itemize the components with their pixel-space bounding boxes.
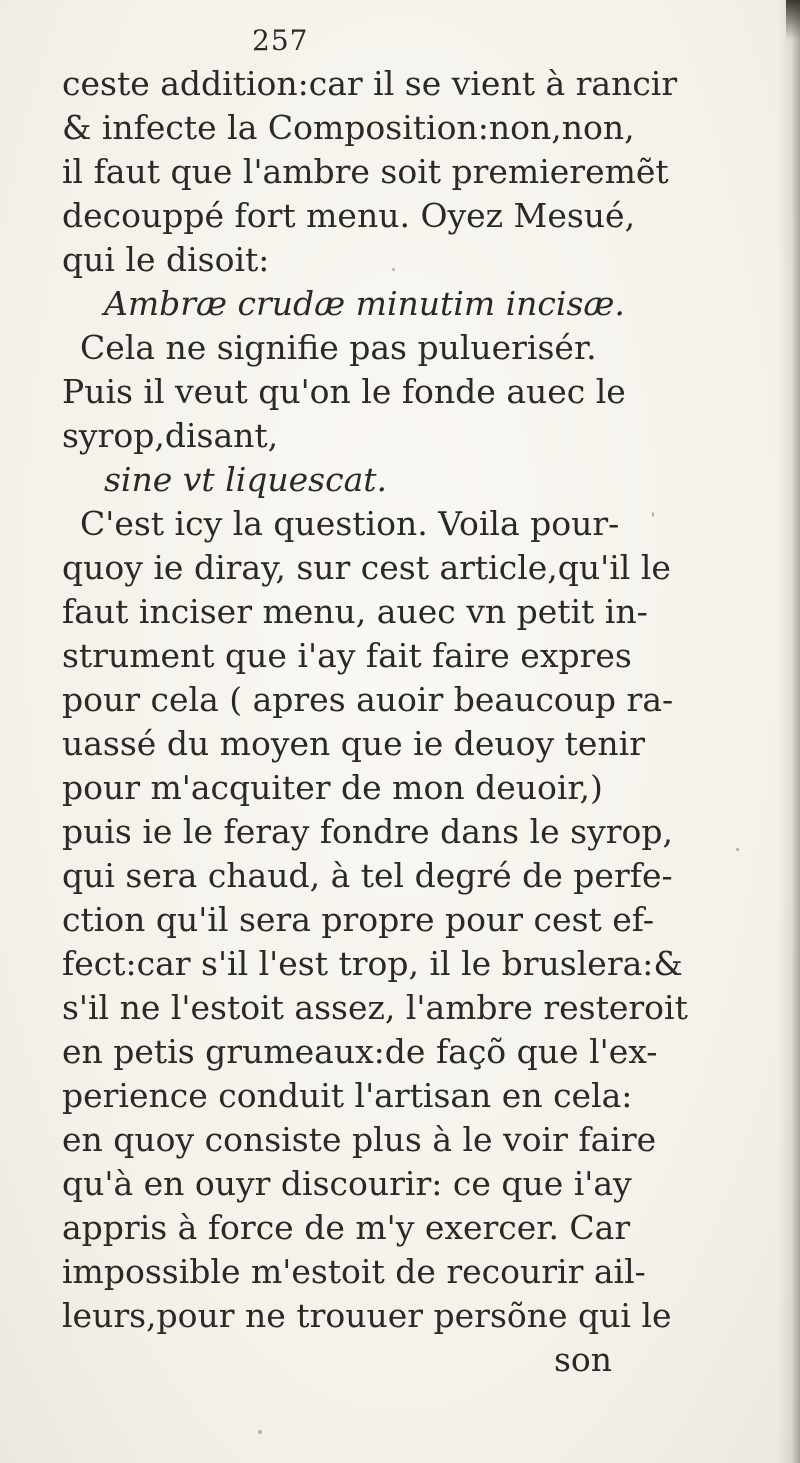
text-line: qui sera chaud, à tel degré de perfe- (62, 856, 673, 895)
text-line: Cela ne signifie pas puluerisér. (80, 328, 597, 367)
text-line: syrop,disant, (62, 416, 279, 455)
catchword: son (553, 1340, 612, 1379)
text-line: perience conduit l'artisan en cela: (62, 1076, 633, 1115)
text-line: decouppé fort menu. Oyez Mesué, (62, 196, 636, 235)
text-line: ceste addition:car il se vient à rancir (62, 64, 678, 103)
text-line: Ambræ crudæ minutim incisæ. (104, 284, 625, 323)
paper-speck (392, 268, 395, 271)
text-line: C'est icy la question. Voila pour- (80, 504, 620, 543)
text-line: ction qu'il sera propre pour cest ef- (62, 900, 654, 939)
paper-speck (736, 848, 739, 851)
paper-speck (258, 1430, 262, 1434)
text-line: puis ie le feray fondre dans le syrop, (62, 812, 673, 851)
text-line: faut inciser menu, auec vn petit in- (62, 592, 648, 631)
text-line: fect:car s'il l'est trop, il le bruslera:& (62, 944, 683, 983)
binding-mark (786, 0, 800, 40)
text-line: il faut que l'ambre soit premieremẽt (62, 152, 669, 191)
text-line: leurs,pour ne trouuer persõne qui le (62, 1296, 672, 1335)
page-number: 257 (252, 24, 309, 57)
text-line: impossible m'estoit de recourir ail- (62, 1252, 646, 1291)
text-line: en quoy consiste plus à le voir faire (62, 1120, 657, 1159)
text-line: en petis grumeaux:de façõ que l'ex- (62, 1032, 658, 1071)
page-edge-shadow (778, 0, 800, 1463)
text-line: qu'à en ouyr discourir: ce que i'ay (62, 1164, 632, 1203)
body-text (62, 62, 688, 1382)
text-line: sine vt liquescat. (104, 460, 388, 499)
text-line: uassé du moyen que ie deuoy tenir (62, 724, 646, 763)
text-line: & infecte la Composition:non,non, (62, 108, 635, 147)
text-line: Puis il veut qu'on le fonde auec le (62, 372, 626, 411)
text-line: pour m'acquiter de mon deuoir,) (62, 768, 603, 807)
paper-speck (652, 512, 654, 517)
text-line: s'il ne l'estoit assez, l'ambre resteroit (62, 988, 688, 1027)
text-line: quoy ie diray, sur cest article,qu'il le (62, 548, 671, 587)
text-line: qui le disoit: (62, 240, 270, 279)
text-line: strument que i'ay fait faire expres (62, 636, 632, 675)
text-line: pour cela ( apres auoir beaucoup ra- (62, 680, 674, 719)
text-line: appris à force de m'y exercer. Car (62, 1208, 631, 1247)
